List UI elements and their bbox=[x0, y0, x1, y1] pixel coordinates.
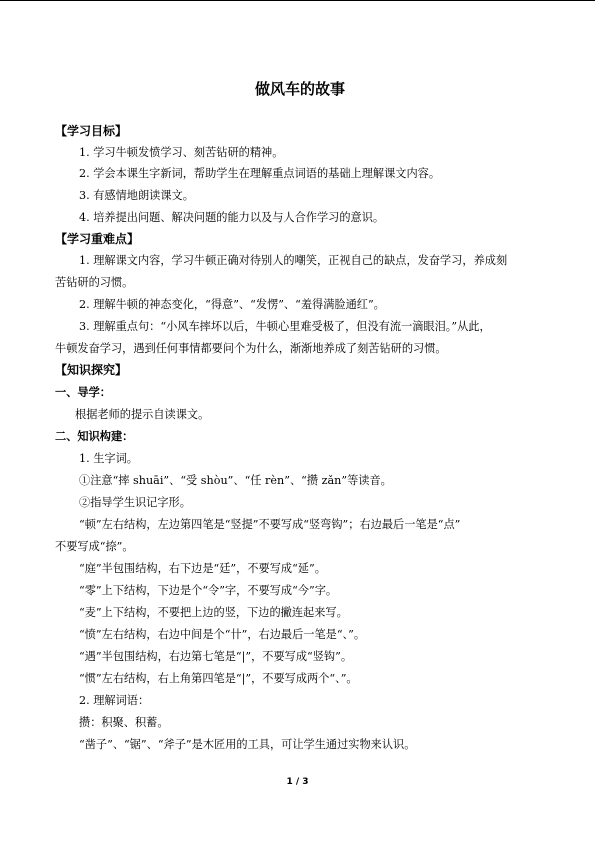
top-rule bbox=[0, 0, 595, 1]
key-item-1-line2: 苦钻研的习惯。 bbox=[55, 276, 134, 289]
build-heading: 二、知识构建： bbox=[55, 430, 134, 443]
build-line: ②指导学生识记字形。 bbox=[79, 496, 191, 509]
build-line: “凿子”、“锯”、“斧子”是木匠用的工具，可让学生通过实物来认识。 bbox=[79, 738, 416, 751]
goal-item-1: 1. 学习牛顿发愤学习、刻苦钻研的精神。 bbox=[79, 146, 284, 159]
build-line: “遇”半包围结构，右边第七笔是“|”，不要写成“竖钩”。 bbox=[79, 650, 353, 663]
key-item-3-line2: 牛顿发奋学习，遇到任何事情都要问个为什么，渐渐地养成了刻苦钻研的习惯。 bbox=[55, 342, 447, 355]
build-line: “麦”上下结构，不要把上边的竖，下边的撇连起来写。 bbox=[79, 606, 348, 619]
goal-item-4: 4. 培养提出问题、解决问题的能力以及与人合作学习的意识。 bbox=[79, 211, 385, 224]
key-item-2: 2. 理解牛顿的神态变化，“得意”、“发愣”、“羞得满脸通红”。 bbox=[79, 298, 385, 311]
goal-item-3: 3. 有感情地朗读课文。 bbox=[79, 189, 194, 202]
build-line: 攒：积聚、积蓄。 bbox=[79, 716, 169, 729]
build-line: 1. 生字词。 bbox=[79, 452, 138, 465]
guide-heading: 一、导学： bbox=[55, 386, 111, 399]
build-line: 2. 理解词语： bbox=[79, 694, 150, 707]
build-line: “顿”左右结构，左边第四笔是“竖提”不要写成“竖弯钩”；右边最后一笔是“点” bbox=[79, 518, 461, 531]
build-line: 不要写成“捺”。 bbox=[55, 540, 134, 553]
build-line: “愤”左右结构，右边中间是个“卄”，右边最后一笔是“、”。 bbox=[79, 628, 366, 641]
guide-text: 根据老师的提示自读课文。 bbox=[75, 408, 210, 421]
page-title: 做风车的故事 bbox=[254, 80, 345, 98]
key-item-3-line1: 3. 理解重点句：“小风车摔坏以后，牛顿心里难受极了，但没有流一滴眼泪。”从此， bbox=[79, 320, 491, 333]
key-item-1-line1: 1. 理解课文内容，学习牛顿正确对待别人的嘲笑，正视自己的缺点，发奋学习，养成刻 bbox=[79, 254, 508, 267]
build-line: ①注意“摔 shuāi”、“受 shòu”、“任 rèn”、“攒 zǎn”等读音。 bbox=[79, 474, 392, 487]
section-heading-key: 【学习重难点】 bbox=[55, 232, 140, 246]
section-heading-goals: 【学习目标】 bbox=[55, 124, 128, 138]
build-line: “庭”半包围结构，右下边是“廷”，不要写成“延”。 bbox=[79, 562, 326, 575]
section-heading-explore: 【知识探究】 bbox=[55, 363, 128, 377]
build-line: “惯”左右结构，右上角第四笔是“|”，不要写成两个“、”。 bbox=[79, 672, 358, 685]
page-number: 1 / 3 bbox=[286, 777, 309, 787]
build-line: “零”上下结构，下边是个“令”字，不要写成“今”字。 bbox=[79, 584, 338, 597]
goal-item-2: 2. 学会本课生字新词，帮助学生在理解重点词语的基础上理解课文内容。 bbox=[79, 167, 441, 180]
